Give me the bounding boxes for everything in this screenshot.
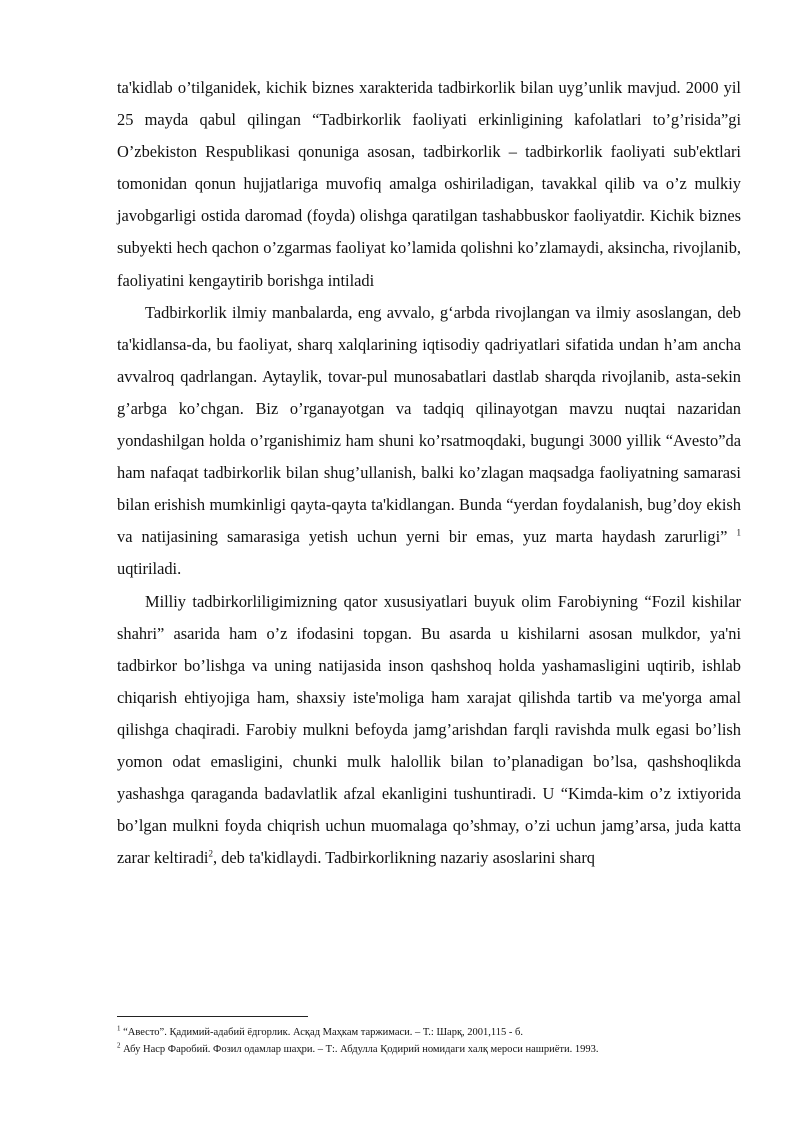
footnote-mark: 2 xyxy=(117,1041,121,1050)
paragraph-text: Milliy tadbirkorliligimizning qator xususiyatlari buyuk olim Farobiyning “Fozil kishilar shahri” asarida ham o’z ifodasini topgan. Bu asarda u kishilarni asosan mulkdor, ya'ni tadbirkor bo’lishga va uning natijasida inson qashshoq holda yashamasligini uqtirib, ishlab chiqarish ehtiyojiga ham, shaxsiy iste'moliga ham xarajat qilishda tartib va me'yorga amal qilishga chaqiradi. Farobiy mulkni befoyda jamg’arishdan farqli ravishda mulk egasi bo’lish yomon odat emasligini, chunki mulk halollik bilan to’planadigan bo’lsa, qashshoqlikda yashashga qaraganda badavlatlik afzal ekanligini tushuntiradi. U “Kimda-kim o’z ixtiyorida bo’lgan mulkni foyda chiqrish uchun muomalaga qo’shmay, o’zi uchun jamg’arsa, juda katta zarar keltiradi xyxy=(117,591,741,868)
footnote-text: Абу Наср Фаробий. Фозил одамлар шаҳри. – Т:. Абдулла Қодирий номидаги халқ мероси нашриёти. 1993. xyxy=(120,1044,599,1055)
paragraph-text: uqtiriladi. xyxy=(117,559,182,579)
paragraph xyxy=(117,72,741,297)
paragraph xyxy=(117,297,741,586)
paragraph-text: ta'kidlab o’tilganidek, kichik biznes xarakterida tadbirkorlik bilan uyg’unlik mavjud. 2000 yil 25 mayda qabul qilingan “Tadbirkorlik faoliyati erkinligining kafolatlari to’g’risida”gi O’zbekiston Respublikasi qonuniga asosan, tadbirkorlik – tadbirkorlik faoliyati sub'ektlari tomonidan qonun hujjatlariga muvofiq amalga oshiriladigan, tavakkal qilib va o’z mulkiy javobgarligi ostida daromad (foyda) olishga qaratilgan tashabbuskor faoliyatdir. Kichik biznes subyekti hech qachon o’zgarmas faoliyat ko’lamida qolishni ko’zlamaydi, aksincha, rivojlanib, faoliyatini kengaytirib borishga intiladi xyxy=(117,78,741,290)
footnote xyxy=(117,1024,757,1041)
paragraph xyxy=(117,586,741,875)
footnote-ref: 1 xyxy=(736,527,741,538)
paragraph-text: Tadbirkorlik ilmiy manbalarda, eng avvalo, g‘arbda rivojlangan va ilmiy asoslangan, deb ta'kidlansa-da, bu faoliyat, sharq xalqlarining iqtisodiy qadriyatlari sifatida undan h’am ancha avvalroq qadrlangan. Aytaylik, tovar-pul munosabatlari dastlab sharqda rivojlanib, asta-sekin g’arbga ko’chgan. Biz o’rganayotgan va tadqiq qilinayotgan mavzu nuqtai nazaridan yondashilgan holda o’rganishimiz ham shuni ko’rsatmoqdaki, bugungi 3000 yillik “Avesto”da ham nafaqat tadbirkorlik bilan shug’ullanish, balki ko’zlagan maqsadga faoliyatning samarasi bilan erishish mumkinligi qayta-qayta ta'kidlangan. Bunda “yerdan foydalanish, bug’doy ekish va natijasining samarasiga yetish uchun yerni bir emas, yuz marta haydash zarurligi” xyxy=(117,302,741,547)
footnote-text: “Авесто”. Қадимий-адабий ёдгорлик. Асқад Маҳкам таржимаси. – Т.: Шарқ, 2001,115 - б. xyxy=(120,1027,524,1038)
footnotes xyxy=(117,1024,757,1058)
main-text xyxy=(117,72,741,874)
footnote-mark: 1 xyxy=(117,1024,121,1033)
footnote-separator xyxy=(117,1016,308,1017)
paragraph-text: , deb ta'kidlaydi. Tadbirkorlikning nazariy asoslarini sharq xyxy=(212,848,595,868)
footnote xyxy=(117,1041,757,1058)
footnote-ref: 2 xyxy=(208,848,213,859)
